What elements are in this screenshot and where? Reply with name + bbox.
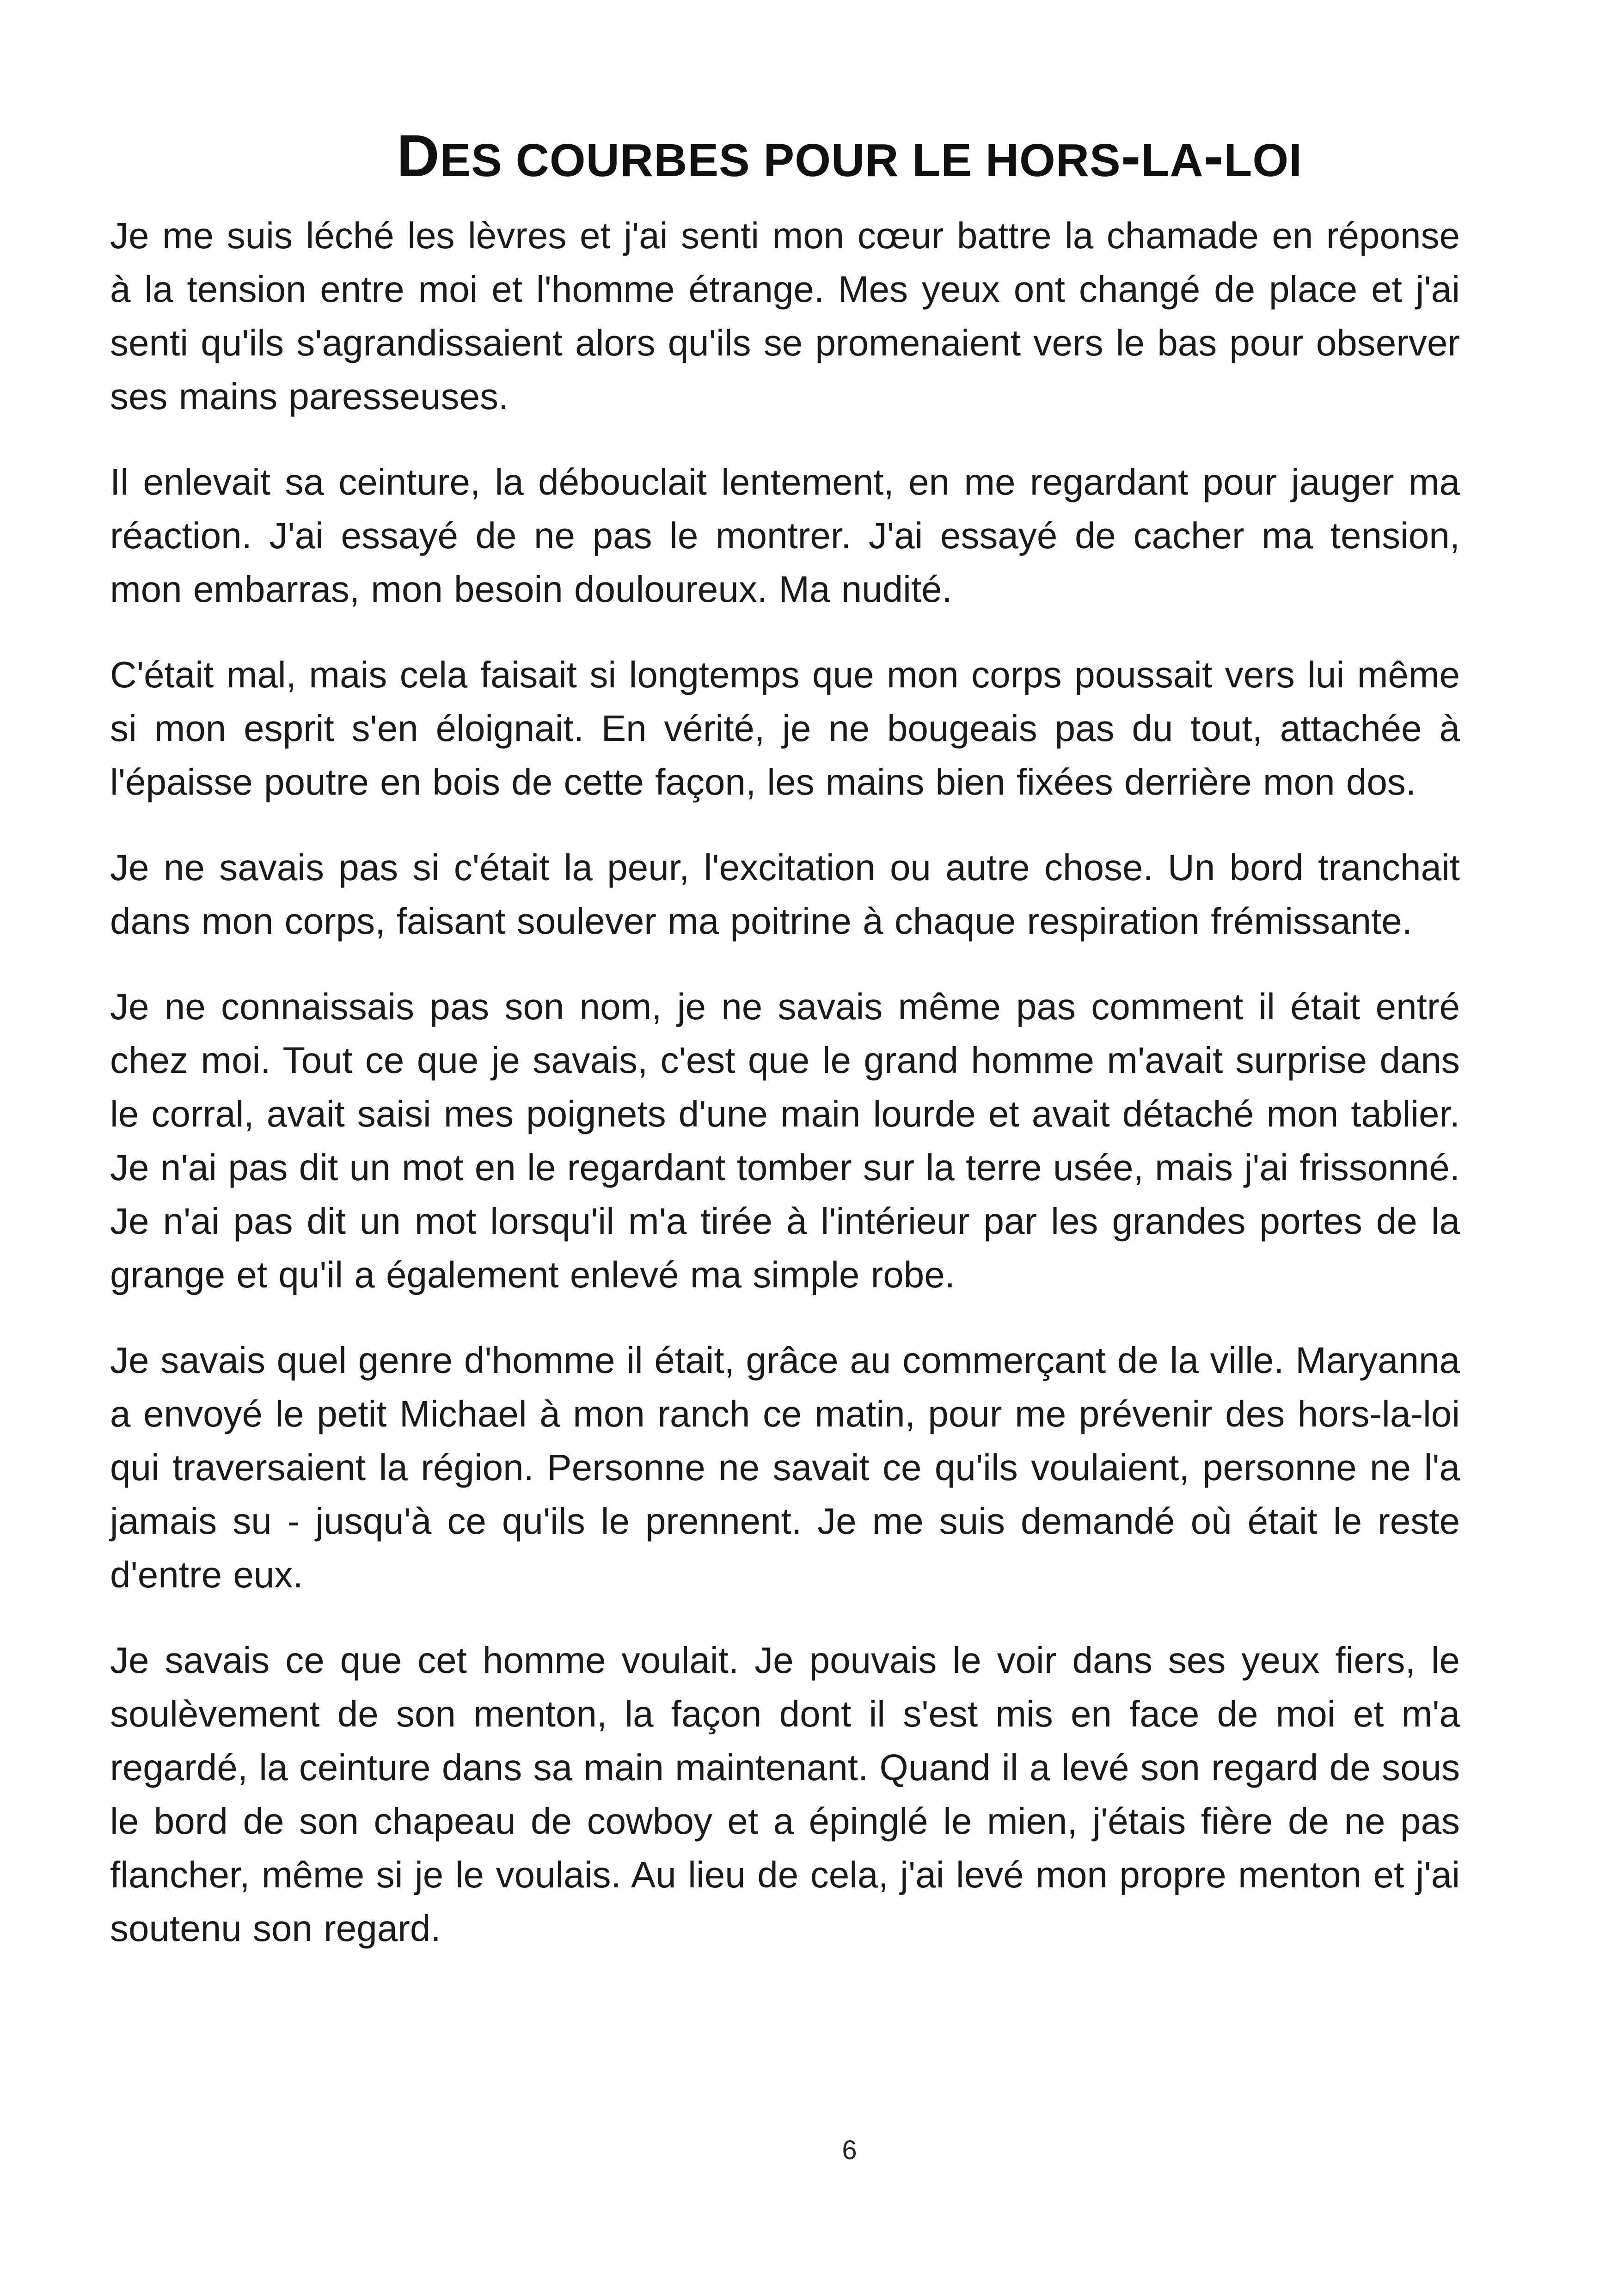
paragraph: Je ne savais pas si c'était la peur, l'excitation ou autre chose. Un bord tranchait dans mon corps, faisant soulever ma poitrine à chaque respiration frémissante. [110,847,1460,942]
paragraph: Il enlevait sa ceinture, la débouclait lentement, en me regardant pour jauger ma réaction. J'ai essayé de ne pas le montrer. J'ai essayé de cacher ma tension, mon embarras, mon besoin douloureux. Ma nudité. [110,461,1460,610]
paragraph: C'était mal, mais cela faisait si longtemps que mon corps poussait vers lui même si mon esprit s'en éloignait. En vérité, je ne bougeais pas du tout, attachée à l'épaisse poutre en bois de cette façon, les mains bien fixées derrière mon dos. [110,654,1460,802]
paragraph: Je savais ce que cet homme voulait. Je pouvais le voir dans ses yeux fiers, le soulèvement de son menton, la façon dont il s'est mis en face de moi et m'a regardé, la ceinture dans sa main maintenant. Quand il a levé son regard de sous le bord de son chapeau de cowboy et a épinglé le mien, j'étais fière de ne pas flancher, même si je le voulais. Au lieu de cela, j'ai levé mon propre menton et j'ai soutenu son regard. [110,1640,1460,1949]
paragraph: Je ne connaissais pas son nom, je ne savais même pas comment il était entré chez moi. Tout ce que je savais, c'est que le grand homme m'avait surprise dans le corral, avait saisi mes poignets d'une main lourde et avait détaché mon tablier. Je n'ai pas dit un mot en le regardant tomber sur la terre usée, mais j'ai frissonné. Je n'ai pas dit un mot lorsqu'il m'a tirée à l'intérieur par les grandes portes de la grange et qu'il a également enlevé ma simple robe. [110,986,1460,1295]
title-segment: LA [1141,135,1204,186]
page-number: 6 [842,2135,857,2165]
paragraph: Je me suis léché les lèvres et j'ai senti mon cœur battre la chamade en réponse à la tension entre moi et l'homme étrange. Mes yeux ont changé de place et j'ai senti qu'ils s'agrandissaient alors qu'ils se promenaient vers le bas pour observer ses mains paresseuses. [110,215,1460,417]
chapter-title [0,115,1618,202]
title-segment: ES COURBES POUR LE HORS [440,135,1121,186]
title-initial: D [397,123,440,189]
paragraph: Je savais quel genre d'homme il était, grâce au commerçant de la ville. Maryanna a envoyé le petit Michael à mon ranch ce matin, pour me prévenir des hors-la-loi qui traversaient la région. Personne ne savait ce qu'ils voulaient, personne ne l'a jamais su - jusqu'à ce qu'ils le prennent. Je me suis demandé où était le reste d'entre eux. [110,1340,1460,1595]
title-segment: LOI [1224,135,1302,186]
title-hyphen: - [1203,123,1224,189]
body-text [110,209,1460,1987]
title-hyphen: - [1121,123,1141,189]
